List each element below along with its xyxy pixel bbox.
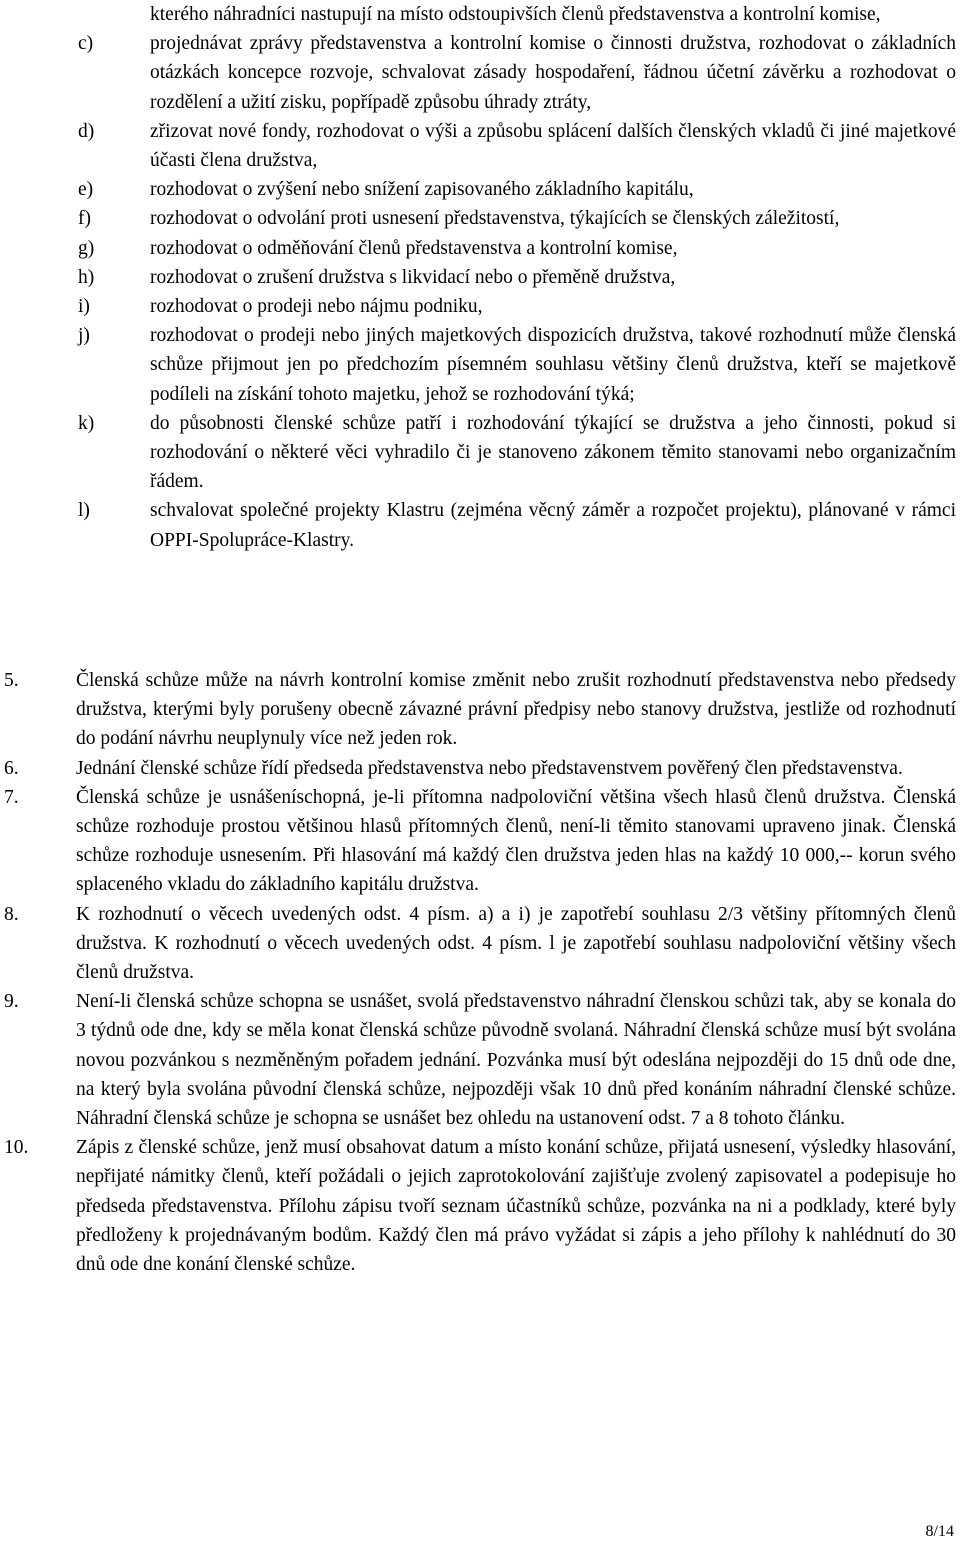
numbered-paragraph	[0, 783, 960, 900]
sub-item-label: k)	[78, 412, 95, 434]
sub-item-label: i)	[78, 296, 90, 318]
sub-item-label: d)	[78, 120, 95, 142]
sub-item	[0, 409, 960, 497]
sub-item-text: rozhodovat o prodeji nebo jiných majetkových dispozicích družstva, takové rozhodnutí může členská schůze přijmout jen po předchozím písemném souhlasu většiny členů družstva, kteří se majetkově podíleli na získání tohoto majetku, jehož se rozhodování týká;	[150, 325, 956, 405]
paragraph-text: Není-li členská schůze schopna se usnášet, svolá představenstvo náhradní členskou schůzi tak, aby se konala do 3 týdnů ode dne, kdy se měla konat členská schůze původně svolaná. Náhradní členská schůze musí být svolána novou pozvánkou s nezměněným pořadem jednání. Pozvánka musí být odeslána nejpozději do 15 dnů ode dne, na který byla svolána původní členská schůze, nejpozději však 10 dnů před konáním náhradní členské schůze. Náhradní členská schůze je schopna se usnášet bez ohledu na ustanovení odst. 7 a 8 tohoto článku.	[76, 991, 956, 1130]
sub-item-text: rozhodovat o odvolání proti usnesení představenstva, týkajících se členských záležitostí,	[150, 208, 840, 230]
paragraph-number: 10.	[4, 1137, 29, 1159]
sub-item	[0, 117, 960, 175]
sub-item-text: rozhodovat o zvýšení nebo snížení zapisovaného základního kapitálu,	[150, 179, 694, 201]
paragraph-number: 5.	[4, 670, 19, 691]
sub-item	[0, 234, 960, 263]
sub-item-label: j)	[78, 325, 90, 347]
paragraph-text: Jednání členské schůze řídí předseda představenstva nebo představenstvem pověřený člen představenstva.	[76, 757, 903, 779]
sub-item	[0, 204, 960, 233]
sub-item	[0, 496, 960, 554]
numbered-paragraph	[0, 666, 960, 754]
sub-item-text: rozhodovat o prodeji nebo nájmu podniku,	[150, 296, 483, 318]
paragraph-number: 8.	[4, 903, 19, 925]
sub-item-label: f)	[78, 208, 91, 230]
sub-item-label: e)	[78, 179, 94, 201]
page-number: 8/14	[925, 1523, 954, 1540]
numbered-paragraph	[0, 754, 960, 783]
sub-item-label: l)	[78, 500, 90, 522]
numbered-paragraph	[0, 1133, 960, 1279]
sub-item	[0, 0, 960, 29]
paragraph-text: K rozhodnutí o věcech uvedených odst. 4 písm. a) a i) je zapotřebí souhlasu 2/3 většiny přítomných členů družstva. K rozhodnutí o věcech uvedených odst. 4 písm. l je zapotřebí souhlasu nadpoloviční většiny všech členů družstva.	[76, 903, 956, 984]
sub-item-label: c)	[78, 33, 94, 55]
sub-item-text: rozhodovat o odměňování členů představenstva a kontrolní komise,	[150, 237, 678, 259]
sub-item-label: h)	[78, 266, 95, 288]
sub-item	[0, 29, 960, 117]
paragraph-number: 6.	[4, 757, 19, 779]
sub-item-text: projednávat zprávy představenstva a kontrolní komise o činnosti družstva, rozhodovat o základních otázkách koncepce rozvoje, schvalovat zásady hospodaření, řádnou účetní závěrku a rozhodovat o rozdělení a užití zisku, popřípadě způsobu úhrady ztráty,	[150, 33, 956, 113]
numbered-paragraph-list	[0, 666, 960, 1279]
numbered-paragraph	[0, 987, 960, 1133]
sub-item-text: rozhodovat o zrušení družstva s likvidací nebo o přeměně družstva,	[150, 266, 676, 288]
sub-item	[0, 263, 960, 292]
sub-item-text: do působnosti členské schůze patří i rozhodování týkající se družstva a jeho činnosti, pokud si rozhodování o některé věci vyhradilo či je stanoveno zákonem těmito stanovami nebo organizačním řádem.	[150, 412, 956, 493]
sub-item-text: kterého náhradníci nastupují na místo odstoupivších členů představenstva a kontrolní komise,	[150, 4, 881, 25]
sub-item-text: schvalovat společné projekty Klastru (zejména věcný záměr a rozpočet projektu), plánované v rámci OPPI-Spolupráce-Klastry.	[150, 500, 956, 551]
sub-item	[0, 321, 960, 409]
sub-item-list	[0, 0, 960, 555]
sub-item	[0, 292, 960, 321]
sub-item-text: zřizovat nové fondy, rozhodovat o výši a způsobu splácení dalších členských vkladů či jiné majetkové účasti člena družstva,	[150, 120, 956, 172]
numbered-paragraph	[0, 900, 960, 988]
paragraph-text: Zápis z členské schůze, jenž musí obsahovat datum a místo konání schůze, přijatá usnesení, výsledky hlasování, nepřijaté námitky členů, kteří požádali o jejich zaprotokolování zajišťuje zvolený zapisovatel a podepisuje ho předseda představenstva. Přílohu zápisu tvoří seznam účastníků schůze, pozvánka na ni a podklady, které byly předloženy k projednávaným bodům. Každý člen má právo vyžádat si zápis a jeho přílohy k nahlédnutí do 30 dnů ode dne konání členské schůze.	[76, 1137, 956, 1276]
paragraph-text: Členská schůze je usnášeníschopná, je-li přítomna nadpoloviční většina všech hlasů členů družstva. Členská schůze rozhoduje prostou většinou hlasů přítomných členů, není-li těmito stanovami upraveno jinak. Členská schůze rozhoduje usnesením. Při hlasování má každý člen družstva jeden hlas na každý 10 000,-- korun svého splaceného vkladu do základního kapitálu družstva.	[76, 786, 956, 896]
paragraph-text: Členská schůze může na návrh kontrolní komise změnit nebo zrušit rozhodnutí představenstva nebo předsedy družstva, kterými byly porušeny obecně závazné právní předpisy nebo stanovy družstva, jestliže od rozhodnutí do podání návrhu neuplynuly více než jeden rok.	[76, 670, 956, 750]
paragraph-number: 7.	[4, 786, 19, 808]
paragraph-number: 9.	[4, 991, 19, 1013]
sub-item-label: g)	[78, 237, 95, 259]
sub-item	[0, 175, 960, 204]
